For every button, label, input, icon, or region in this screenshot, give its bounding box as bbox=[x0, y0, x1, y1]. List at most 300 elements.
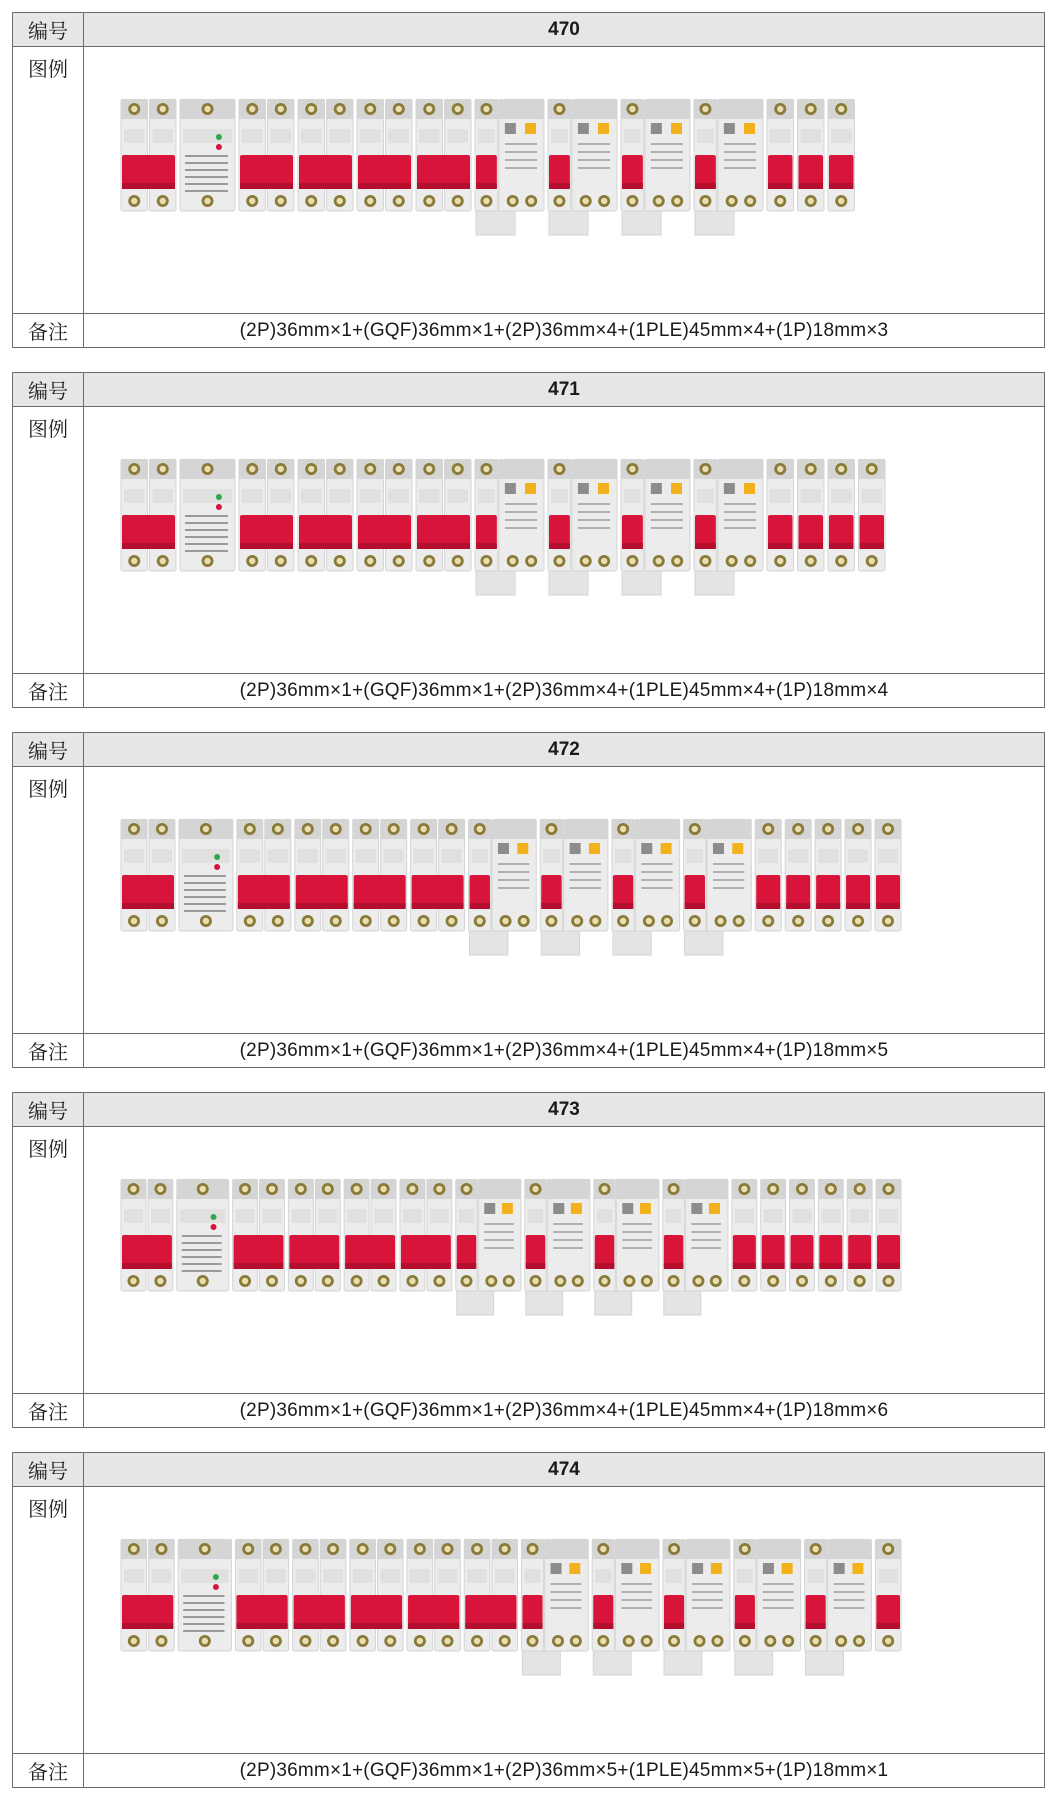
din-clip bbox=[541, 931, 579, 955]
breaker-handle-shade bbox=[756, 903, 780, 909]
terminal-screw-center bbox=[488, 1278, 494, 1284]
breaker-module-1ple bbox=[525, 1179, 590, 1315]
config-note: (2P)36mm×1+(GQF)36mm×1+(2P)36mm×4+(1PLE)45mm×4+(1P)18mm×4 bbox=[84, 674, 1045, 708]
terminal-screw-center bbox=[509, 198, 515, 204]
leakage-top-band bbox=[718, 99, 763, 119]
spec-text-line bbox=[183, 1595, 224, 1597]
rating-label bbox=[448, 129, 469, 143]
spec-text-line bbox=[185, 536, 228, 538]
terminal-screw-center bbox=[717, 918, 723, 924]
din-clip bbox=[549, 211, 588, 235]
terminal-screw-center bbox=[528, 198, 534, 204]
rating-label bbox=[624, 489, 641, 503]
spec-text-line bbox=[651, 159, 683, 161]
terminal-screw-center bbox=[359, 1638, 365, 1644]
terminal-screw-center bbox=[529, 1638, 535, 1644]
spec-text-line bbox=[641, 863, 672, 865]
spec-text-line bbox=[184, 910, 226, 912]
terminal-screw-center bbox=[808, 106, 814, 112]
breaker-module-1p bbox=[767, 99, 794, 211]
terminal-screw-center bbox=[463, 1186, 469, 1192]
terminal-screw-center bbox=[765, 826, 771, 832]
leakage-top-band bbox=[572, 99, 617, 119]
spec-text-line bbox=[763, 1583, 794, 1585]
breaker-handle-shade bbox=[122, 543, 175, 549]
rating-label bbox=[543, 849, 559, 863]
breaker-module-1ple bbox=[663, 1539, 730, 1675]
rating-label bbox=[360, 129, 381, 143]
breaker-handle-shade bbox=[768, 183, 793, 189]
rating-label bbox=[153, 129, 174, 143]
spec-text-line bbox=[578, 159, 610, 161]
breaker-handle-shade bbox=[299, 183, 352, 189]
spec-text-line bbox=[498, 863, 529, 865]
spec-text-line bbox=[505, 519, 537, 521]
din-clip bbox=[695, 211, 734, 235]
spec-text-line bbox=[183, 1609, 224, 1611]
terminal-screw-center bbox=[426, 466, 432, 472]
breaker-handle-shade bbox=[122, 1263, 172, 1269]
terminal-screw-center bbox=[275, 918, 281, 924]
rating-label bbox=[878, 849, 898, 863]
spec-text-line bbox=[763, 1591, 794, 1593]
terminal-screw-center bbox=[655, 198, 661, 204]
rating-label bbox=[697, 129, 714, 143]
breaker-module-gqf bbox=[178, 1539, 231, 1651]
terminal-screw-center bbox=[131, 826, 137, 832]
terminal-screw-center bbox=[777, 466, 783, 472]
legend-image-cell bbox=[84, 1127, 1045, 1394]
rating-label bbox=[242, 129, 263, 143]
legend-label: 图例 bbox=[13, 407, 84, 674]
spec-text-line bbox=[505, 511, 537, 513]
breaker-module-1ple bbox=[734, 1539, 801, 1675]
rating-label bbox=[347, 1209, 366, 1223]
terminal-screw-center bbox=[714, 1638, 720, 1644]
reset-button bbox=[517, 843, 528, 854]
config-table bbox=[12, 12, 1045, 348]
terminal-screw-center bbox=[501, 1546, 507, 1552]
terminal-screw-center bbox=[477, 826, 483, 832]
config-table bbox=[12, 1092, 1045, 1428]
terminal-screw-center bbox=[160, 198, 166, 204]
breaker-module-1ple bbox=[621, 99, 690, 235]
breaker-module-2p bbox=[239, 99, 294, 211]
spec-text-line bbox=[651, 511, 683, 513]
terminal-screw-center bbox=[582, 198, 588, 204]
terminal-screw-center bbox=[409, 1278, 415, 1284]
din-clip bbox=[622, 211, 661, 235]
terminal-screw-center bbox=[390, 826, 396, 832]
terminal-screw-center bbox=[420, 918, 426, 924]
breaker-handle-shade bbox=[358, 543, 411, 549]
terminal-screw-center bbox=[600, 1546, 606, 1552]
rating-label bbox=[818, 849, 838, 863]
spec-text-line bbox=[724, 511, 756, 513]
power-led bbox=[211, 1214, 217, 1220]
breaker-handle-shade bbox=[234, 1263, 284, 1269]
rating-label bbox=[878, 1569, 898, 1583]
spec-text-line bbox=[183, 1616, 224, 1618]
breaker-handle-shade bbox=[476, 543, 497, 549]
breaker-handle-shade bbox=[476, 183, 497, 189]
rating-label bbox=[666, 1569, 682, 1583]
breaker-module-2p bbox=[237, 819, 291, 931]
terminal-screw-center bbox=[770, 1278, 776, 1284]
terminal-screw-center bbox=[333, 918, 339, 924]
leakage-top-band bbox=[635, 819, 679, 839]
terminal-screw-center bbox=[575, 1278, 581, 1284]
terminal-screw-center bbox=[483, 558, 489, 564]
spec-text-line bbox=[182, 1256, 222, 1258]
spec-text-line bbox=[692, 1583, 723, 1585]
terminal-screw-center bbox=[885, 1186, 891, 1192]
config-note: (2P)36mm×1+(GQF)36mm×1+(2P)36mm×4+(1PLE)45mm×4+(1P)18mm×6 bbox=[84, 1394, 1045, 1428]
breaker-handle-shade bbox=[289, 1263, 339, 1269]
spec-text-line bbox=[551, 1607, 582, 1609]
spec-text-line bbox=[578, 143, 610, 145]
spec-text-line bbox=[570, 887, 601, 889]
terminal-screw-center bbox=[131, 466, 137, 472]
terminal-screw-center bbox=[203, 826, 209, 832]
rating-label bbox=[403, 1209, 422, 1223]
terminal-screw-center bbox=[509, 558, 515, 564]
terminal-screw-center bbox=[696, 1638, 702, 1644]
rating-label bbox=[236, 1209, 255, 1223]
terminal-screw-center bbox=[777, 198, 783, 204]
spec-text-line bbox=[184, 875, 226, 877]
spec-text-line bbox=[651, 167, 683, 169]
terminal-screw-center bbox=[670, 1186, 676, 1192]
test-button bbox=[498, 843, 509, 854]
config-code: 472 bbox=[84, 733, 1045, 767]
breaker-handle-shade bbox=[593, 1623, 613, 1629]
breaker-module-1p bbox=[785, 819, 811, 931]
terminal-screw-center bbox=[777, 558, 783, 564]
leakage-top-band bbox=[686, 1539, 730, 1559]
rating-label bbox=[793, 1209, 812, 1223]
terminal-screw-center bbox=[506, 1278, 512, 1284]
leakage-top-band bbox=[499, 99, 544, 119]
terminal-screw-center bbox=[856, 1186, 862, 1192]
terminal-screw-center bbox=[856, 1278, 862, 1284]
spec-text-line bbox=[498, 871, 529, 873]
rating-label bbox=[528, 1209, 543, 1223]
terminal-screw-center bbox=[305, 918, 311, 924]
terminal-screw-center bbox=[131, 198, 137, 204]
terminal-screw-center bbox=[455, 466, 461, 472]
breaker-handle-shade bbox=[354, 903, 406, 909]
breaker-module-1ple bbox=[805, 1539, 872, 1675]
din-clip bbox=[457, 1291, 494, 1315]
terminal-screw-center bbox=[765, 918, 771, 924]
din-clip bbox=[595, 1291, 632, 1315]
terminal-screw-center bbox=[582, 558, 588, 564]
terminal-screw-center bbox=[353, 1186, 359, 1192]
terminal-screw-center bbox=[308, 558, 314, 564]
spec-text-line bbox=[505, 527, 537, 529]
rating-label bbox=[389, 489, 410, 503]
spec-text-line bbox=[183, 1623, 224, 1625]
spec-text-line bbox=[691, 1223, 721, 1225]
terminal-screw-center bbox=[203, 918, 209, 924]
spec-text-line bbox=[691, 1239, 721, 1241]
terminal-screw-center bbox=[695, 1278, 701, 1284]
terminal-screw-center bbox=[436, 1278, 442, 1284]
breaker-module-1p bbox=[767, 459, 794, 571]
spec-text-line bbox=[651, 519, 683, 521]
legend-label: 图例 bbox=[13, 1127, 84, 1394]
breaker-handle-shade bbox=[417, 183, 470, 189]
breaker-module-1p bbox=[875, 1539, 901, 1651]
rating-label bbox=[271, 129, 292, 143]
rating-label bbox=[770, 129, 791, 143]
terminal-screw-center bbox=[204, 198, 210, 204]
spec-text-line bbox=[553, 1223, 583, 1225]
terminal-screw-center bbox=[157, 1278, 163, 1284]
test-button bbox=[621, 1563, 632, 1574]
terminal-screw-center bbox=[532, 1186, 538, 1192]
terminal-screw-center bbox=[202, 1546, 208, 1552]
breaker-handle-shade bbox=[549, 183, 570, 189]
rating-label bbox=[360, 489, 381, 503]
terminal-screw-center bbox=[702, 198, 708, 204]
rating-label bbox=[180, 1209, 226, 1223]
terminal-screw-center bbox=[367, 558, 373, 564]
spec-text-line bbox=[505, 167, 537, 169]
terminal-screw-center bbox=[795, 826, 801, 832]
breaker-module-2p bbox=[293, 1539, 346, 1651]
spec-text-line bbox=[724, 167, 756, 169]
terminal-screw-center bbox=[483, 198, 489, 204]
leakage-top-band bbox=[707, 819, 751, 839]
rating-label bbox=[821, 1209, 840, 1223]
spec-text-line bbox=[185, 543, 228, 545]
terminal-screw-center bbox=[600, 1638, 606, 1644]
breaker-handle-shade bbox=[664, 1263, 683, 1269]
terminal-screw-center bbox=[502, 918, 508, 924]
rating-label bbox=[478, 489, 495, 503]
rating-label bbox=[831, 129, 852, 143]
leakage-top-band bbox=[492, 819, 536, 839]
breaker-illustration bbox=[120, 1179, 1020, 1339]
terminal-screw-center bbox=[556, 198, 562, 204]
rating-label bbox=[356, 849, 376, 863]
breaker-module-1p bbox=[755, 819, 781, 931]
breaker-module-2p bbox=[288, 1179, 340, 1291]
breaker-module-1ple bbox=[469, 819, 537, 955]
terminal-screw-center bbox=[417, 1638, 423, 1644]
terminal-screw-center bbox=[444, 1638, 450, 1644]
breaker-handle-shade bbox=[860, 543, 885, 549]
remark-label: 备注 bbox=[13, 674, 84, 708]
breaker-handle-shade bbox=[470, 903, 490, 909]
terminal-screw-center bbox=[838, 466, 844, 472]
breaker-handle-shade bbox=[876, 903, 900, 909]
breaker-module-1ple bbox=[694, 99, 763, 235]
terminal-screw-center bbox=[160, 466, 166, 472]
terminal-screw-center bbox=[671, 1546, 677, 1552]
spec-text-line bbox=[834, 1583, 865, 1585]
spec-text-line bbox=[182, 1242, 222, 1244]
terminal-screw-center bbox=[426, 198, 432, 204]
breaker-handle-shade bbox=[829, 543, 854, 549]
terminal-screw-center bbox=[838, 198, 844, 204]
breaker-handle-shade bbox=[622, 183, 643, 189]
terminal-screw-center bbox=[777, 106, 783, 112]
terminal-screw-center bbox=[629, 558, 635, 564]
breaker-module-2p bbox=[121, 1179, 173, 1291]
spec-text-line bbox=[763, 1599, 794, 1601]
breaker-handle-shade bbox=[457, 1263, 476, 1269]
spec-text-line bbox=[692, 1591, 723, 1593]
breaker-module-1ple bbox=[594, 1179, 659, 1315]
leakage-top-band bbox=[545, 1539, 589, 1559]
breaker-module-2p bbox=[121, 459, 176, 571]
spec-text-line bbox=[553, 1247, 583, 1249]
power-led bbox=[214, 854, 220, 860]
reset-button bbox=[525, 123, 536, 134]
rating-label bbox=[318, 1209, 337, 1223]
breaker-handle-shade bbox=[806, 1623, 826, 1629]
terminal-screw-center bbox=[629, 106, 635, 112]
breaker-module-1p bbox=[761, 1179, 786, 1291]
rating-label bbox=[801, 489, 822, 503]
din-clip bbox=[685, 931, 723, 955]
rating-label bbox=[414, 849, 434, 863]
spec-text-line bbox=[622, 1231, 652, 1233]
spec-text-line bbox=[553, 1239, 583, 1241]
breaker-handle-shade bbox=[122, 1623, 173, 1629]
breaker-handle-shade bbox=[613, 903, 633, 909]
terminal-screw-center bbox=[298, 1278, 304, 1284]
terminal-screw-center bbox=[692, 826, 698, 832]
terminal-screw-center bbox=[426, 558, 432, 564]
terminal-screw-center bbox=[367, 198, 373, 204]
terminal-screw-center bbox=[200, 1186, 206, 1192]
terminal-screw-center bbox=[728, 558, 734, 564]
terminal-screw-center bbox=[670, 1278, 676, 1284]
code-label: 编号 bbox=[13, 1453, 84, 1487]
din-clip bbox=[476, 571, 515, 595]
terminal-screw-center bbox=[380, 1278, 386, 1284]
spec-text-line bbox=[692, 1599, 723, 1601]
rating-label bbox=[758, 849, 778, 863]
spec-text-line bbox=[621, 1599, 652, 1601]
spec-text-line bbox=[505, 143, 537, 145]
terminal-screw-center bbox=[278, 558, 284, 564]
terminal-screw-center bbox=[159, 918, 165, 924]
terminal-screw-center bbox=[483, 466, 489, 472]
terminal-screw-center bbox=[532, 1278, 538, 1284]
rating-label bbox=[301, 489, 322, 503]
spec-text-line bbox=[551, 1599, 582, 1601]
terminal-screw-center bbox=[856, 1638, 862, 1644]
rating-label bbox=[183, 129, 232, 143]
terminal-screw-center bbox=[269, 1186, 275, 1192]
terminal-screw-center bbox=[308, 198, 314, 204]
spec-text-line bbox=[498, 879, 529, 881]
breaker-module-gqf bbox=[177, 1179, 229, 1291]
test-button bbox=[763, 1563, 774, 1574]
breaker-module-2p bbox=[121, 819, 175, 931]
config-code: 473 bbox=[84, 1093, 1045, 1127]
leakage-top-band bbox=[685, 1179, 728, 1199]
spec-text-line bbox=[484, 1247, 514, 1249]
terminal-screw-center bbox=[273, 1638, 279, 1644]
rating-label bbox=[831, 489, 852, 503]
breaker-handle-shade bbox=[294, 1623, 345, 1629]
reset-button bbox=[589, 843, 600, 854]
terminal-screw-center bbox=[396, 106, 402, 112]
reset-button bbox=[640, 1203, 651, 1214]
breaker-module-2p bbox=[416, 99, 471, 211]
terminal-screw-center bbox=[362, 826, 368, 832]
terminal-screw-center bbox=[838, 558, 844, 564]
leakage-top-band bbox=[478, 1179, 521, 1199]
breaker-module-2p bbox=[400, 1179, 452, 1291]
terminal-screw-center bbox=[131, 1638, 137, 1644]
rating-label bbox=[430, 1209, 449, 1223]
rating-label bbox=[764, 1209, 783, 1223]
breaker-module-2p bbox=[464, 1539, 517, 1651]
reset-button bbox=[744, 123, 755, 134]
spec-text-line bbox=[505, 151, 537, 153]
terminal-screw-center bbox=[601, 198, 607, 204]
terminal-screw-center bbox=[869, 466, 875, 472]
terminal-screw-center bbox=[556, 558, 562, 564]
spec-text-line bbox=[713, 887, 744, 889]
test-button bbox=[724, 123, 735, 134]
rating-label bbox=[438, 1569, 458, 1583]
rating-label bbox=[266, 1569, 286, 1583]
terminal-screw-center bbox=[308, 466, 314, 472]
spec-text-line bbox=[182, 1263, 222, 1265]
rating-label bbox=[788, 849, 808, 863]
leakage-top-band bbox=[572, 459, 617, 479]
spec-text-line bbox=[551, 1591, 582, 1593]
terminal-screw-center bbox=[242, 1278, 248, 1284]
breaker-module-1ple bbox=[592, 1539, 659, 1675]
breaker-module-2p bbox=[357, 99, 412, 211]
terminal-screw-center bbox=[799, 1186, 805, 1192]
terminal-screw-center bbox=[885, 826, 891, 832]
spec-text-line bbox=[578, 151, 610, 153]
spec-text-line bbox=[724, 159, 756, 161]
terminal-screw-center bbox=[390, 918, 396, 924]
rating-label bbox=[124, 129, 145, 143]
breaker-handle-shade bbox=[735, 1623, 755, 1629]
terminal-screw-center bbox=[838, 106, 844, 112]
terminal-screw-center bbox=[367, 106, 373, 112]
breaker-handle-shade bbox=[238, 903, 290, 909]
code-label: 编号 bbox=[13, 1093, 84, 1127]
leakage-top-band bbox=[718, 459, 763, 479]
breaker-illustration bbox=[120, 1539, 1020, 1699]
terminal-screw-center bbox=[855, 918, 861, 924]
spec-text-line bbox=[578, 527, 610, 529]
rating-label bbox=[291, 1209, 310, 1223]
terminal-screw-center bbox=[160, 558, 166, 564]
reset-button bbox=[598, 483, 609, 494]
breaker-module-2p bbox=[235, 1539, 288, 1651]
terminal-screw-center bbox=[278, 466, 284, 472]
terminal-screw-center bbox=[713, 1278, 719, 1284]
breaker-handle-shade bbox=[733, 1263, 756, 1269]
terminal-screw-center bbox=[767, 1638, 773, 1644]
rating-label bbox=[419, 129, 440, 143]
terminal-screw-center bbox=[131, 918, 137, 924]
